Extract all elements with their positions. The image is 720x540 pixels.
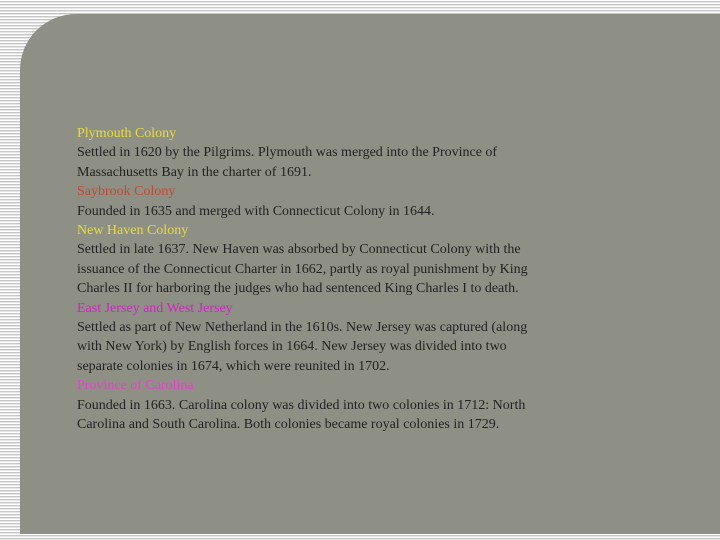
heading-new-haven-colony: New Haven Colony <box>77 223 189 239</box>
text-line: Founded in 1635 and merged with Connecticut Colony in 1644. <box>77 203 435 219</box>
text-line: Charles II for harboring the judges who had sentenced King Charles I to death. <box>77 281 519 297</box>
text-line: Settled in late 1637. New Haven was absorbed by Connecticut Colony with the <box>77 242 521 258</box>
text-line: with New York) by English forces in 1664. New Jersey was divided into two <box>77 339 507 355</box>
heading-east-west-jersey: East Jersey and West Jersey <box>77 300 233 316</box>
slide-body-text <box>77 124 677 435</box>
text-line: Settled in 1620 by the Pilgrims. Plymouth was merged into the Province of <box>77 145 498 161</box>
text-line: Massachusetts Bay in the charter of 1691. <box>77 164 312 180</box>
slide-panel <box>20 14 720 534</box>
text-line: Founded in 1663. Carolina colony was divided into two colonies in 1712: North <box>77 397 526 413</box>
heading-plymouth-colony: Plymouth Colony <box>77 126 177 141</box>
text-line: issuance of the Connecticut Charter in 1662, partly as royal punishment by King <box>77 261 528 277</box>
heading-saybrook-colony: Saybrook Colony <box>77 184 176 200</box>
text-line: Settled as part of New Netherland in the 1610s. New Jersey was captured (along <box>77 320 528 336</box>
text-line: Carolina and South Carolina. Both colonies became royal colonies in 1729. <box>77 417 500 433</box>
text-line: separate colonies in 1674, which were reunited in 1702. <box>77 358 390 374</box>
heading-province-of-carolina: Province of Carolina <box>77 378 194 394</box>
